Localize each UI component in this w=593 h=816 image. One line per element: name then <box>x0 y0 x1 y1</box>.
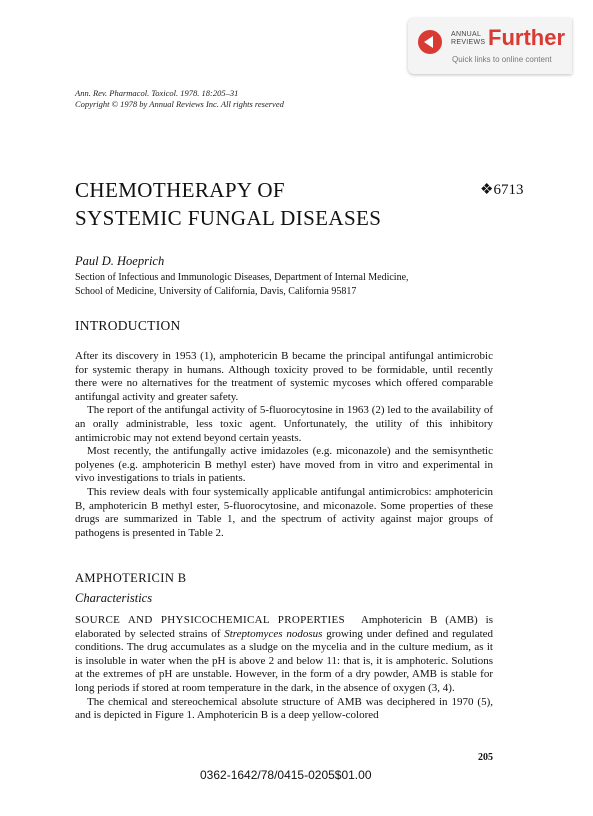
paragraph: Most recently, the antifungally active imidazoles (e.g. miconazole) and the semisynthetic polyenes (e.g. amphotericin B methyl ester) have moved from in vitro and experimental in vivo investigations to trials in patients. <box>75 445 493 485</box>
paragraph: This review deals with four systemically applicable antifungal antimicrobics: amphotericin B, amphotericin B methyl ester, 5-fluorocytosine, and miconazole. Some properties of these drugs are summarized in Table 1, and the spectrum of activity against major groups of pathogens is presented in Table 2. <box>75 485 493 539</box>
subsection-heading-characteristics: Characteristics <box>75 591 153 605</box>
citation-line: Ann. Rev. Pharmacol. Toxicol. 1978. 18:205–31 <box>75 88 239 98</box>
author-affiliation: Section of Infectious and Immunologic Diseases, Department of Internal Medicine, School of Medicine, University of California, Davis, California 95817 <box>75 272 409 297</box>
paragraph: The report of the antifungal activity of 5-fluorocytosine in 1963 (2) led to the availability of an orally administrable, less toxic agent. Unfortunately, the utility of this inhibitory antimicrobic may not extend beyond certain yeasts. <box>75 404 493 444</box>
paragraph: SOURCE AND PHYSICOCHEMICAL PROPERTIES Amphotericin B (AMB) is elaborated by selected strains of Streptomyces nodosus growing under defined and regulated conditions. The drug accumulates as a sludge on the mycelia and in the culture medium, as it is insoluble in water when the pH is above 2 and below 11: that is, it is amphoteric. Solutions at the extremes of pH are unstable. However, in the form of a dry powder, AMB is stable for long periods if stored at room temperature in the dark, in the absence of oxygen (3, 4). <box>75 614 494 694</box>
section-heading-amphotericin-b: AMPHOTERICIN B <box>75 571 187 585</box>
article-title: CHEMOTHERAPY OF SYSTEMIC FUNGAL DISEASES <box>75 178 382 230</box>
further-tagline: Quick links to online content <box>452 55 552 64</box>
author-name: Paul D. Hoeprich <box>75 254 165 268</box>
further-label[interactable]: Further <box>488 25 565 50</box>
copyright-line: Copyright © 1978 by Annual Reviews Inc. All rights reserved <box>75 99 284 109</box>
introduction-body <box>75 350 493 540</box>
runin-heading: SOURCE AND PHYSICOCHEMICAL PROPERTIES <box>75 614 345 626</box>
section-heading-introduction: INTRODUCTION <box>75 318 181 333</box>
species-name: Streptomyces nodosus <box>224 627 323 640</box>
paragraph: After its discovery in 1953 (1), amphotericin B became the principal antifungal antimicrobic for systemic therapy in humans. Although toxicity proved to be formidable, until recently there were no alternatives for the treatment of systemic mycoses which offered comparable antifungal activity and greater safety. <box>75 350 493 403</box>
page-number: 205 <box>478 752 493 763</box>
paragraph: The chemical and stereochemical absolute structure of AMB was deciphered in 1970 (5), and is depicted in Figure 1. Amphotericin B is a deep yellow-colored <box>75 695 493 722</box>
publisher-logo-text: ANNUAL REVIEWS <box>451 31 486 46</box>
back-arrow-icon[interactable] <box>418 30 442 54</box>
annual-reviews-further-badge[interactable] <box>408 18 572 74</box>
footer-code: 0362-1642/78/0415-0205$01.00 <box>200 768 372 782</box>
article-marker: ❖6713 <box>480 182 524 198</box>
amphotericin-body <box>75 614 493 723</box>
journal-citation <box>75 88 284 110</box>
